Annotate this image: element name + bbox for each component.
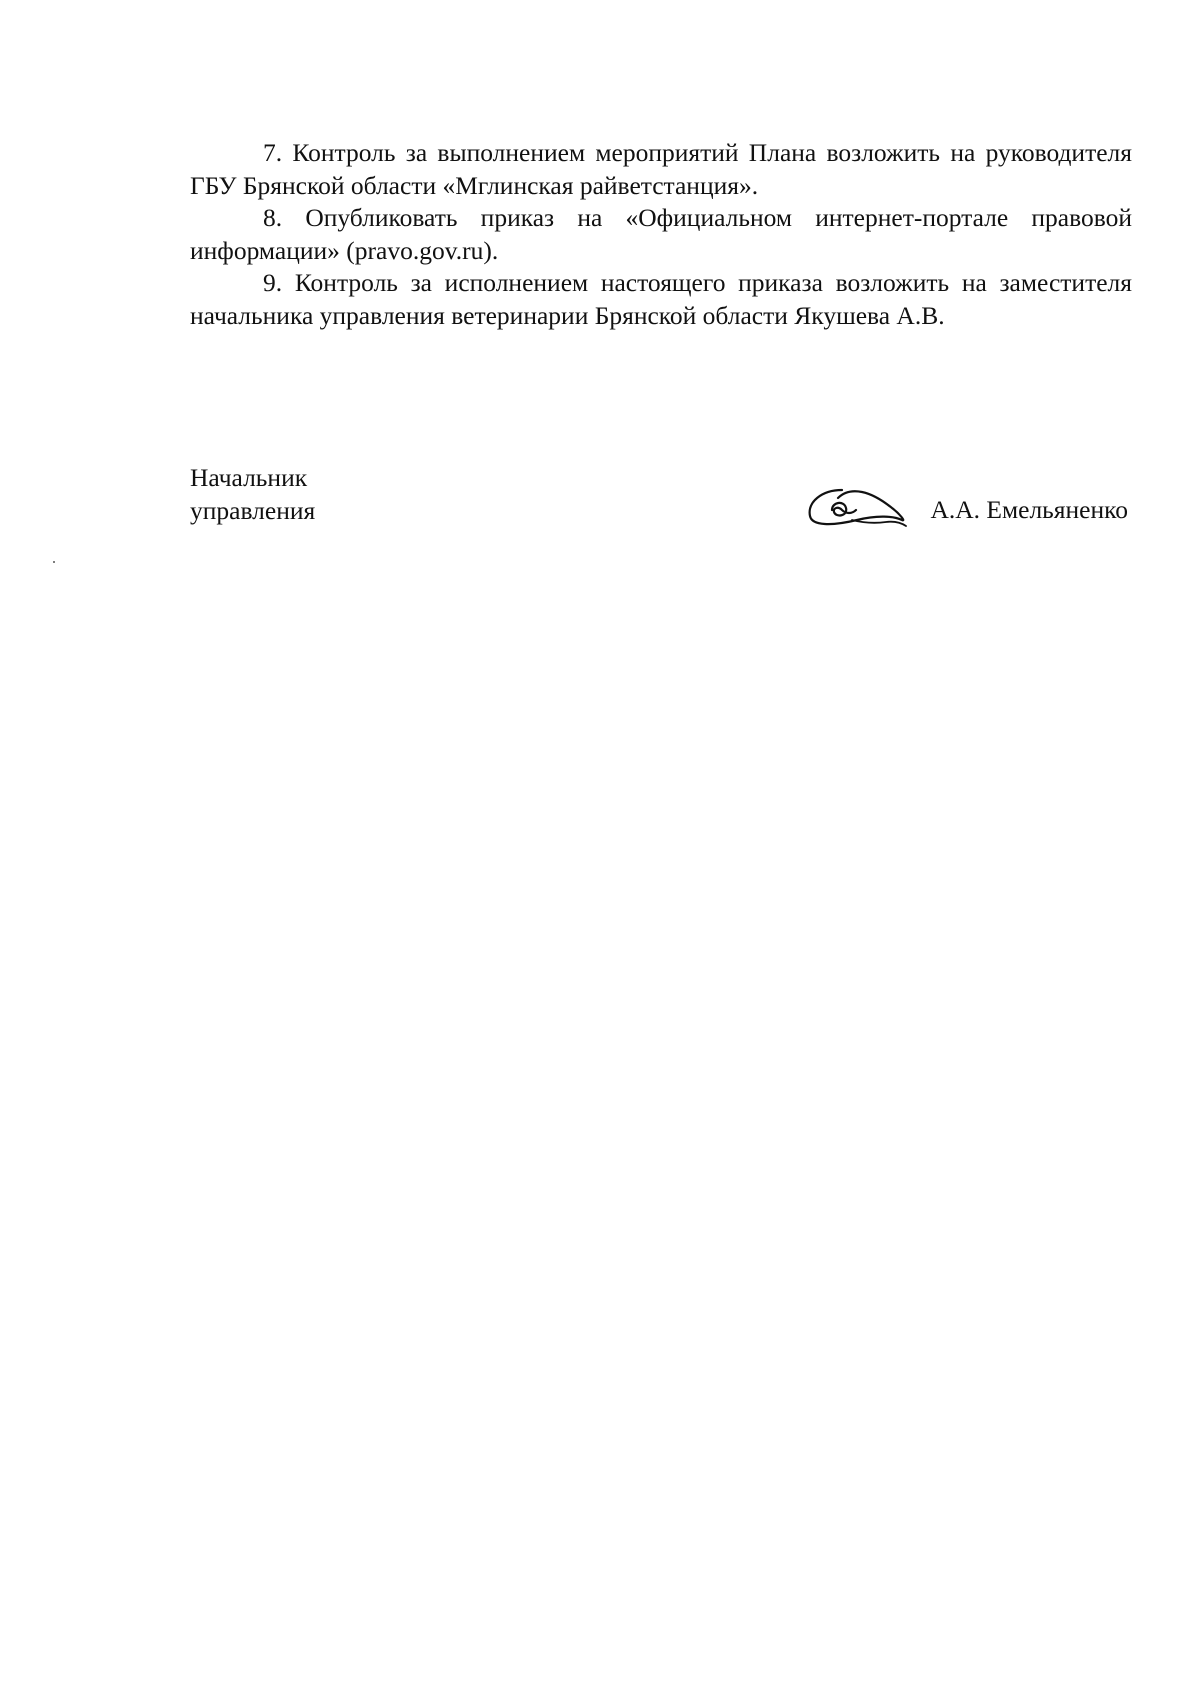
- signer-position-line-2: управления: [190, 495, 316, 525]
- paragraph-7: 7. Контроль за выполнением мероприятий Плана возложить на руководителя ГБУ Брянской области «Мглинская райветстанция».: [190, 138, 1132, 200]
- paragraph-8: 8. Опубликовать приказ на «Официальном интернет-портале правовой информации» (pravo.gov.ru).: [190, 203, 1132, 265]
- signature-block: [190, 462, 1132, 542]
- signer-position: [190, 462, 315, 527]
- paragraph-9: 9. Контроль за исполнением настоящего приказа возложить на заместителя начальника управления ветеринарии Брянской области Якушева А.В.: [190, 268, 1132, 330]
- signer-name: А.А. Емельяненко: [930, 495, 1128, 524]
- document-body: [190, 137, 1132, 332]
- scan-speck: [53, 561, 55, 563]
- handwritten-signature-icon: [802, 480, 912, 540]
- signer-position-line-1: Начальник: [190, 463, 308, 492]
